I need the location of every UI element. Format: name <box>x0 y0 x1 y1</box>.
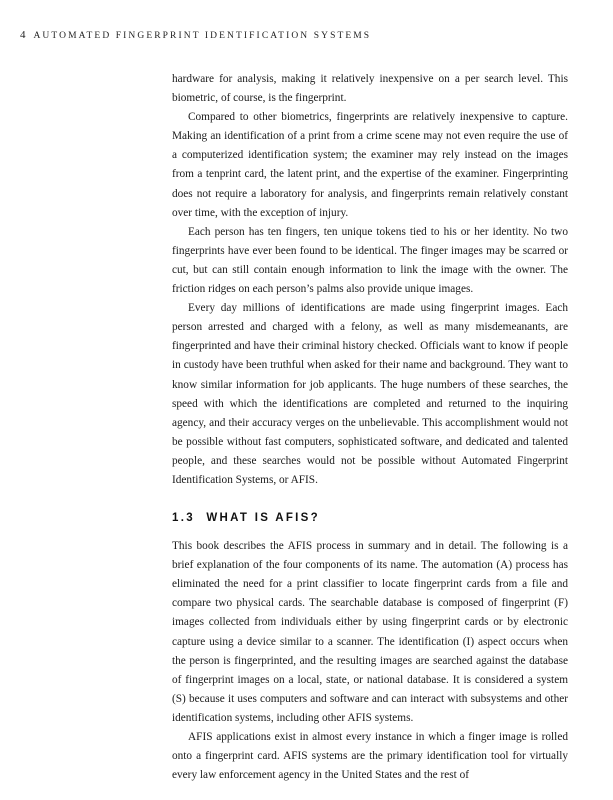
section-number: 1.3 <box>172 512 195 525</box>
page-number: 4 <box>20 29 26 41</box>
body-text <box>172 70 568 785</box>
paragraph-afis-explanation: This book describes the AFIS process in summary and in detail. The following is a brief explanation of the four components of its name. The automation (A) process has eliminated the need for a print classifier to locate fingerprint cards from a file and compare two physical cards. The searchable database is composed of fingerprint (F) images collected from individuals either by using fingerprint cards or by electronic capture using a device similar to a scanner. The identification (I) aspect occurs when the person is fingerprinted, and the resulting images are searched against the database of fingerprint images on a local, state, or national database. It is considered a system (S) because it uses computers and software and can interact with subsystems and other identification systems, including other AFIS systems. <box>172 540 568 724</box>
running-header <box>20 29 371 41</box>
paragraph-daily-identifications: Every day millions of identifications are made using fingerprint images. Each person arrested and charged with a felony, as well as many misdemeanants, are fingerprinted and have their criminal history checked. Officials want to know if people in custody have been truthful when asked for their name and background. They want to know similar information for job applicants. The huge numbers of these searches, the speed with which the identifications are completed and returned to the inquiring agency, and their accuracy verges on the unbelievable. This accomplishment would not be possible without fast computers, sophisticated software, and dedicated and talented people, and these searches would not be possible without Automated Fingerprint Identification Systems, or AFIS. <box>172 302 568 486</box>
paragraph-continued: hardware for analysis, making it relatively inexpensive on a per search level. This biometric, of course, is the fingerprint. <box>172 73 568 105</box>
paragraph-ten-fingers: Each person has ten fingers, ten unique tokens tied to his or her identity. No two fingerprints have ever been found to be identical. The finger images may be scarred or cut, but can still contain enough information to link the image with the owner. The friction ridges on each person’s palms also provide unique images. <box>172 225 568 296</box>
section-heading <box>172 509 568 528</box>
paragraph-afis-applications: AFIS applications exist in almost every instance in which a finger image is rolled onto a fingerprint card. AFIS systems are the primary identification tool for virtually every law enforcement agency in the United States and the rest of <box>172 731 568 782</box>
paragraph-biometric-cost: Compared to other biometrics, fingerprints are relatively inexpensive to capture. Making an identification of a print from a crime scene may not even require the use of a computerized identification system; the examiner may rely instead on the images from a tenprint card, the latent print, and the expertise of the examiner. Fingerprinting does not require a laboratory for analysis, and fingerprints remain relatively constant over time, with the exception of injury. <box>172 111 568 219</box>
running-title: AUTOMATED FINGERPRINT IDENTIFICATION SYSTEMS <box>33 31 372 41</box>
section-title: WHAT IS AFIS? <box>206 512 320 525</box>
